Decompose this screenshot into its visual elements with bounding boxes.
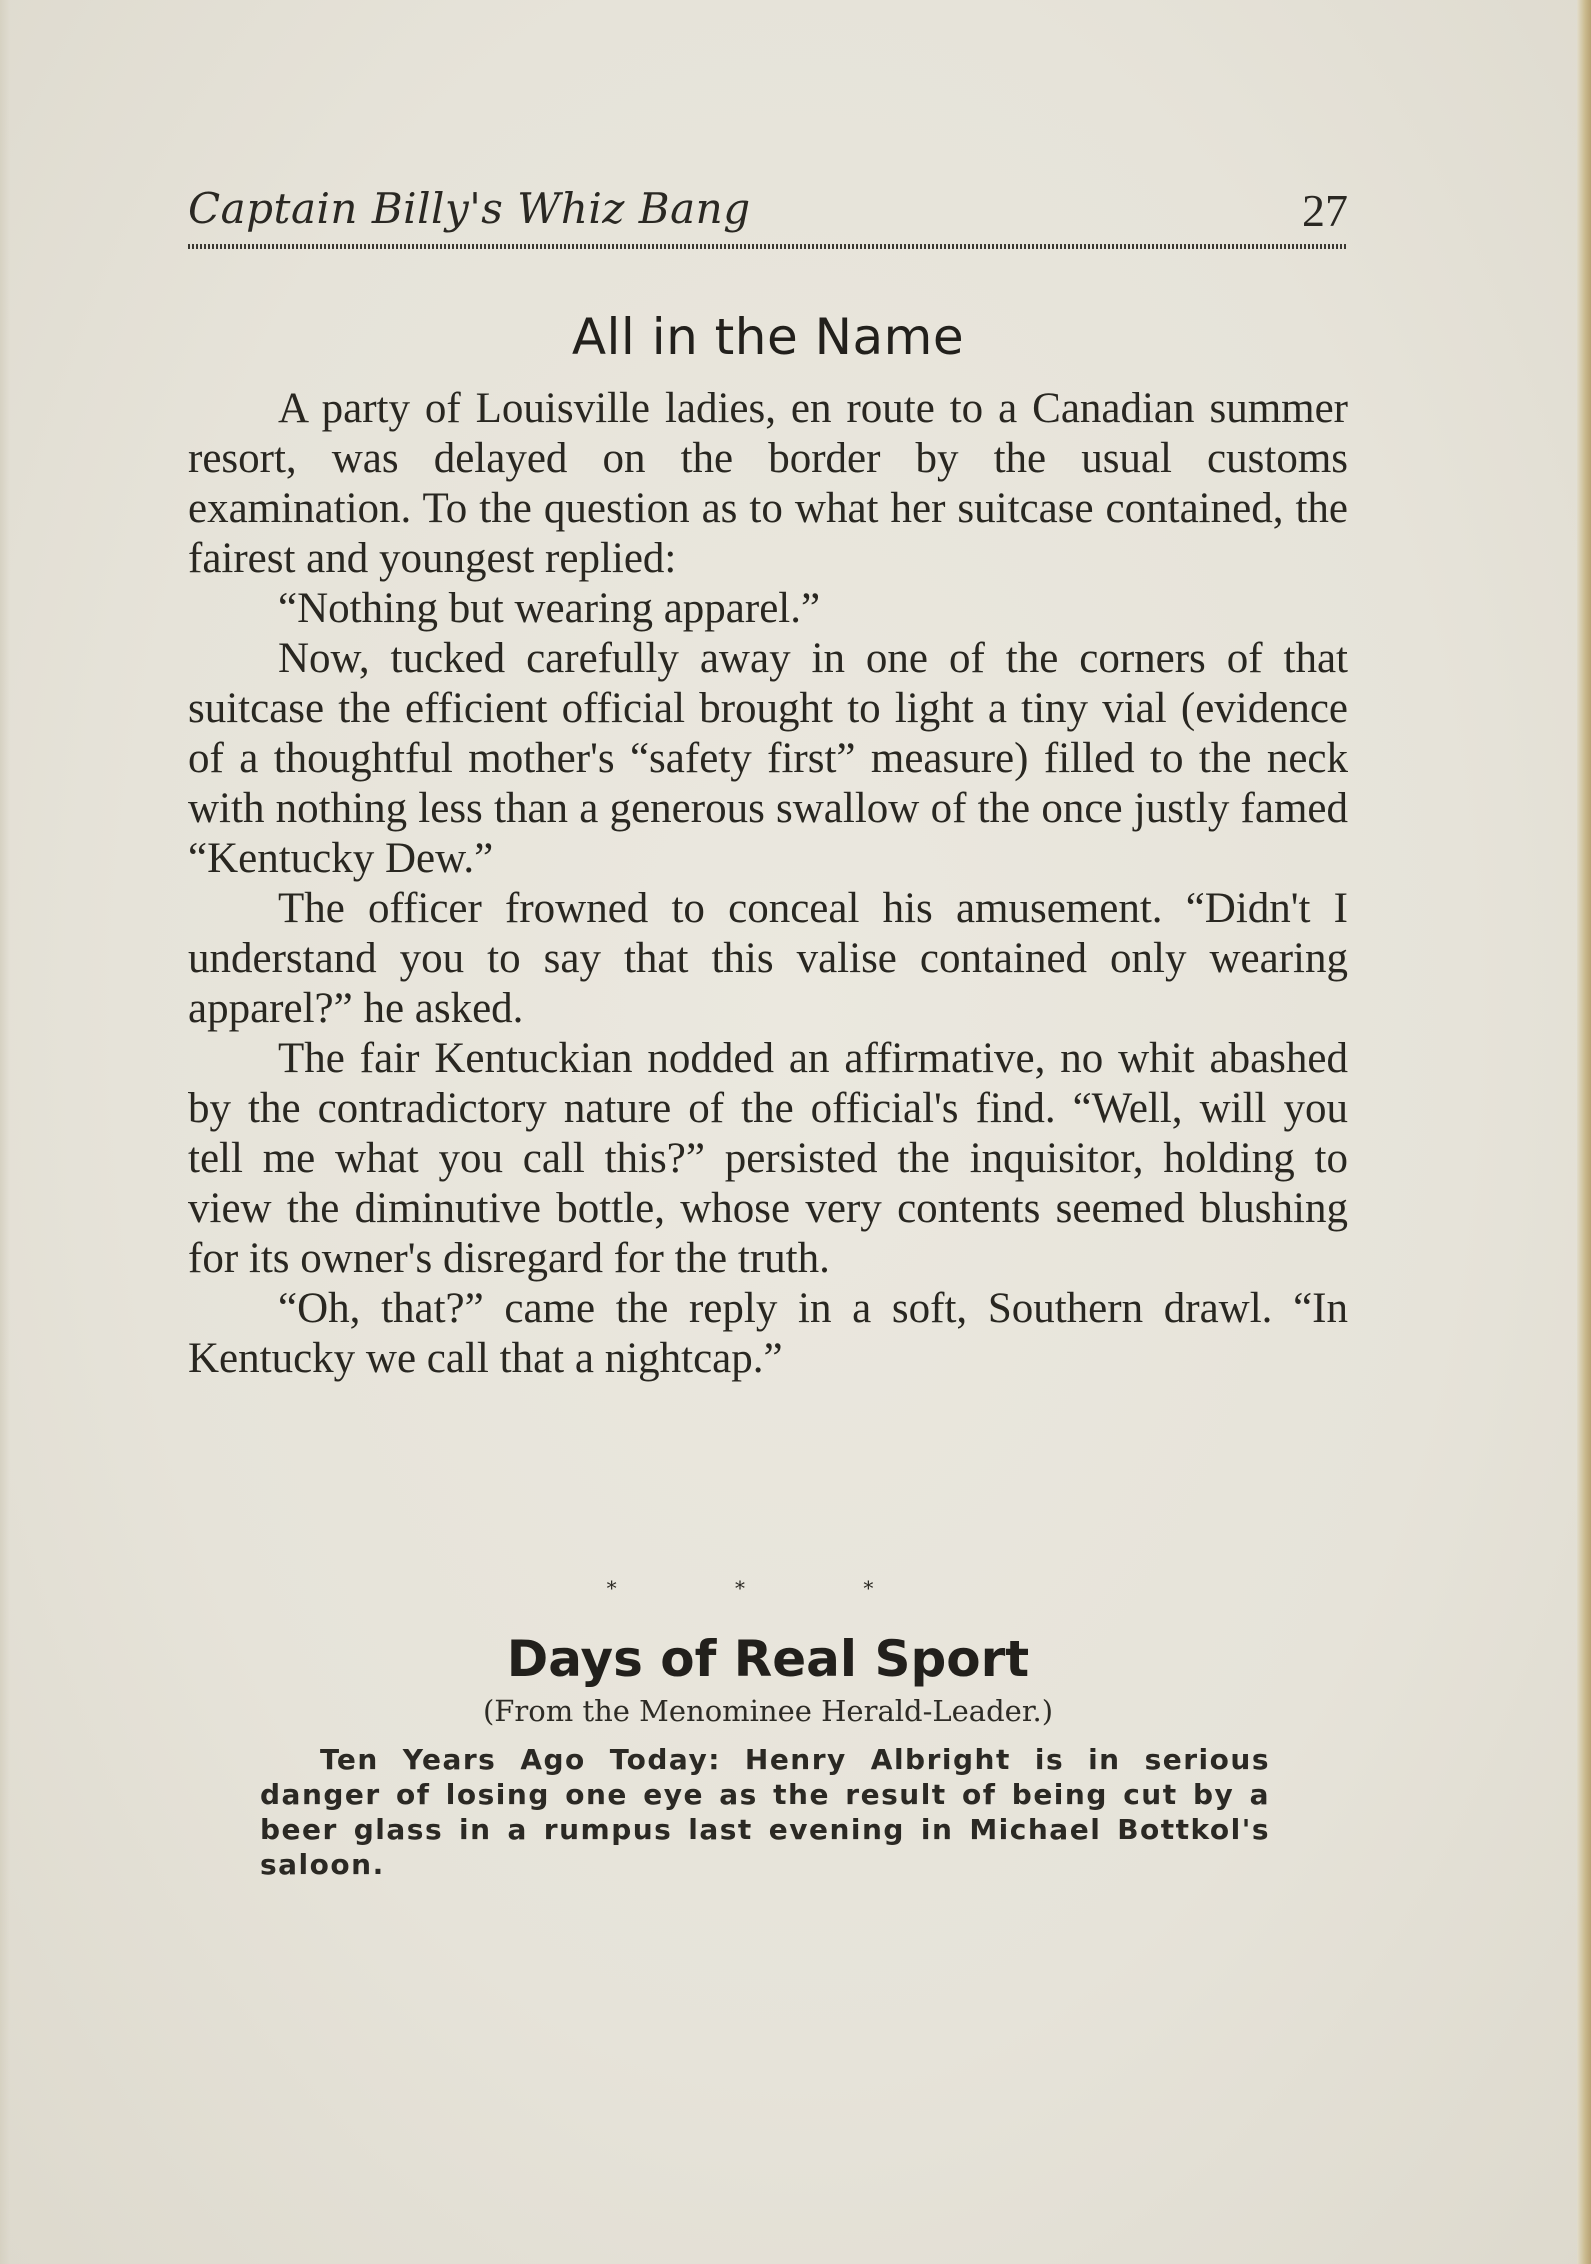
page-number: 27 bbox=[1302, 185, 1348, 236]
article-source: (From the Menominee Herald-Leader.) bbox=[482, 1694, 1054, 1728]
paragraph: A party of Louisville ladies, en route to a Canadian summer resort, was delayed on the border by the usual customs examination. To the question as to what her suitcase contained, the fairest and youngest replied: bbox=[188, 385, 1348, 582]
article-title: Days of Real Sport bbox=[506, 1630, 1030, 1688]
article-all-in-the-name bbox=[188, 308, 1348, 1384]
article-days-of-real-sport bbox=[188, 1630, 1348, 1882]
page-left-edge bbox=[0, 0, 10, 2264]
paragraph: Now, tucked carefully away in one of the corners of that suitcase the efficient official brought to light a tiny vial (evidence of a thoughtful mother's “safety first” measure) filled to the neck with nothing less than a generous swallow of the once justly famed “Kentucky Dew.” bbox=[188, 635, 1348, 882]
paragraph: “Nothing but wearing apparel.” bbox=[278, 585, 821, 632]
news-item: Ten Years Ago Today: Henry Albright is in serious danger of losing one eye as the result of being cut by a beer glass in a rumpus last evening in Michael Bottkol's saloon. bbox=[260, 1743, 1270, 1881]
article-title: All in the Name bbox=[571, 308, 965, 366]
section-separator: * * * bbox=[606, 1576, 930, 1600]
header-rule bbox=[188, 244, 1348, 249]
page-right-edge bbox=[1577, 0, 1591, 2264]
paragraph: The officer frowned to conceal his amusement. “Didn't I understand you to say that this valise contained only wearing apparel?” he asked. bbox=[188, 885, 1348, 1032]
article-body bbox=[188, 384, 1348, 1384]
paragraph: The fair Kentuckian nodded an affirmative, no whit abashed by the contradictory nature of the official's find. “Well, will you tell me what you call this?” persisted the inquisitor, holding to view the diminutive bottle, whose very contents seemed blushing for its owner's disregard for the truth. bbox=[188, 1035, 1348, 1282]
page-header bbox=[188, 178, 1348, 248]
running-title: Captain Billy's Whiz Bang bbox=[188, 184, 751, 233]
paragraph: “Oh, that?” came the reply in a soft, Southern drawl. “In Kentucky we call that a nightcap.” bbox=[188, 1285, 1348, 1382]
